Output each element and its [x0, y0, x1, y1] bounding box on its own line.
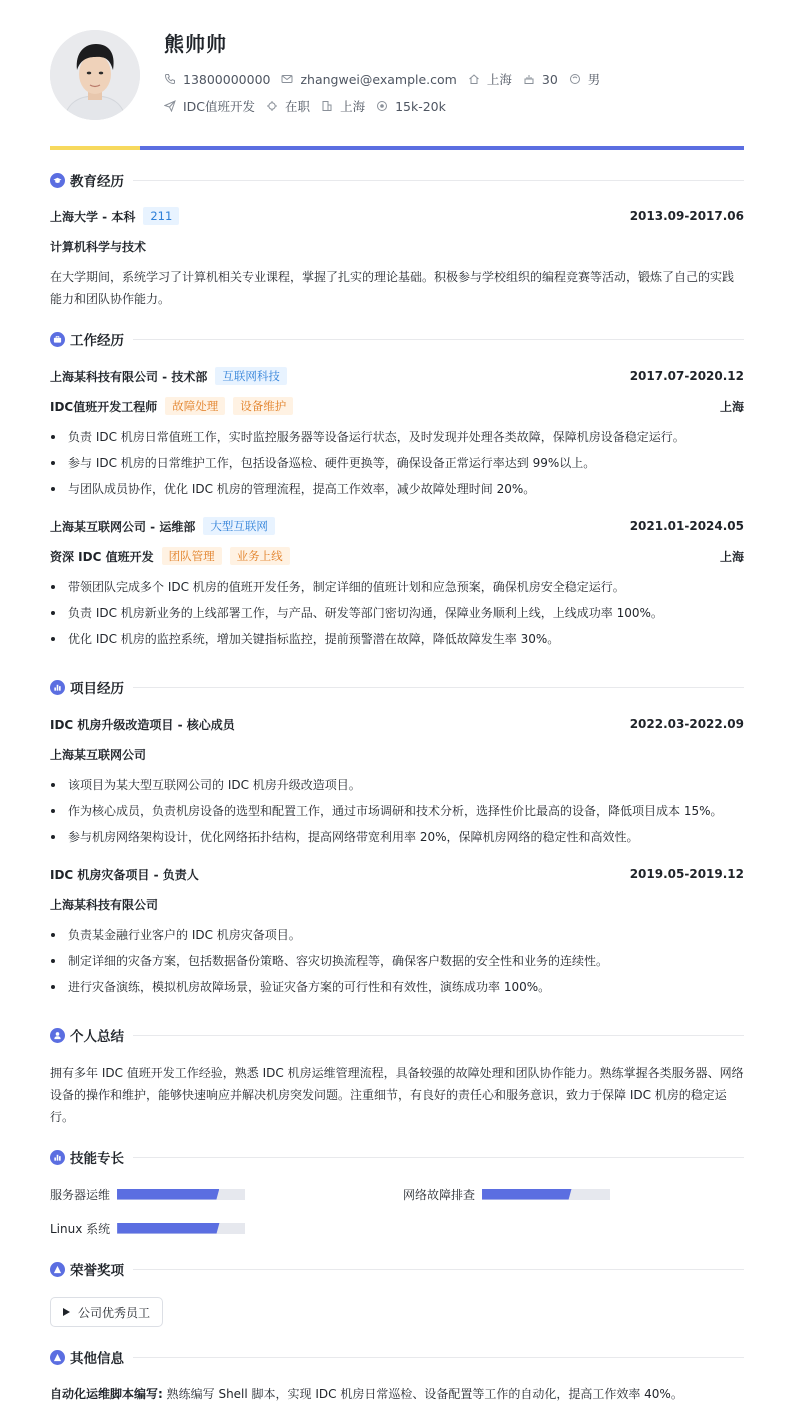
email-text: zhangwei@example.com — [300, 71, 457, 87]
skill-item — [50, 1220, 245, 1236]
user-icon — [50, 1028, 65, 1043]
list-item: 进行灾备演练，模拟机房故障场景，验证灾备方案的可行性和有效性，演练成功率 100%。 — [50, 978, 744, 996]
project-title: IDC 机房升级改造项目 - 核心成员 — [50, 717, 235, 732]
list-item: 参与 IDC 机房的日常维护工作，包括设备巡检、硬件更换等，确保设备正常运行率达到 99%以上。 — [50, 454, 744, 472]
work-location: 上海 — [719, 399, 744, 414]
target-city-text: 上海 — [340, 99, 366, 114]
send-icon — [164, 100, 176, 112]
skill-item — [403, 1186, 610, 1202]
project-1-header — [50, 714, 744, 734]
list-item: 参与机房网络架构设计，优化网络拓扑结构，提高网络带宽利用率 20%，保障机房网络的稳定性和高效性。 — [50, 828, 744, 846]
skill-name: 网络故障排查 — [403, 1187, 476, 1202]
work-period: 2017.07-2020.12 — [629, 369, 744, 383]
list-item: 与团队成员协作，优化 IDC 机房的管理流程，提高工作效率，减少故障处理时间 20%。 — [50, 480, 744, 498]
mail-icon — [281, 73, 293, 85]
other-info — [50, 1385, 683, 1402]
list-item: 该项目为某大型互联网公司的 IDC 机房升级改造项目。 — [50, 776, 744, 794]
target-city-info — [321, 97, 365, 115]
project-company: 上海某互联网公司 — [50, 747, 147, 762]
work-2-role — [50, 546, 744, 566]
section-title: 个人总结 — [70, 1029, 124, 1045]
section-title: 项目经历 — [70, 681, 124, 697]
skill-level-bar — [117, 1223, 245, 1234]
city-text: 上海 — [486, 72, 512, 87]
section-project — [50, 677, 744, 697]
list-item: 优化 IDC 机房的监控系统，增加关键指标监控，提前预警潜在故障，降低故障发生率 30%。 — [50, 630, 744, 648]
work-1-role — [50, 396, 744, 416]
education-period: 2013.09-2017.06 — [629, 209, 744, 223]
award-icon — [50, 1262, 65, 1277]
other-text: 熟练编写 Shell 脚本，实现 IDC 机房日常巡检、设备配置等工作的自动化，提高工作效率 40%。 — [166, 1387, 683, 1401]
skill-item — [50, 1186, 245, 1202]
project-2-header — [50, 864, 744, 884]
work-company-tag: 互联网科技 — [215, 367, 287, 385]
project-period: 2019.05-2019.12 — [629, 867, 744, 881]
age-text: 30 — [541, 71, 558, 87]
skill-level-bar — [117, 1189, 245, 1200]
project-2-company — [50, 894, 744, 914]
status-icon — [266, 100, 278, 112]
school-name: 上海大学 - 本科 — [50, 209, 136, 224]
skill-name: Linux 系统 — [50, 1221, 111, 1236]
section-summary — [50, 1025, 744, 1045]
work-company: 上海某互联网公司 - 运维部 — [50, 519, 196, 534]
job-info — [164, 97, 255, 115]
salary-info — [376, 99, 446, 114]
work-role: 资深 IDC 值班开发 — [50, 549, 154, 564]
building-icon — [321, 100, 333, 112]
status-text: 在职 — [285, 99, 311, 114]
phone-icon — [164, 73, 176, 85]
list-item: 负责某金融行业客户的 IDC 机房灾备项目。 — [50, 926, 744, 944]
section-skills — [50, 1147, 744, 1167]
work-skill-tag: 故障处理 — [165, 397, 225, 415]
skill-name: 服务器运维 — [50, 1187, 111, 1202]
list-item: 负责 IDC 机房日常值班工作，实时监控服务器等设备运行状态，及时发现并处理各类故障，保障机房设备稳定运行。 — [50, 428, 744, 446]
age-info — [523, 72, 558, 87]
section-other — [50, 1347, 744, 1367]
home-icon — [468, 73, 480, 85]
education-description: 在大学期间，系统学习了计算机相关专业课程，掌握了扎实的理论基础。积极参与学校组织的编程竞赛等活动，锻炼了自己的实践能力和团队协作能力。 — [50, 270, 735, 306]
skill-level-bar — [482, 1189, 610, 1200]
summary-text: 拥有多年 IDC 值班开发工作经验，熟悉 IDC 机房运维管理流程，具备较强的故障处理和团队协作能力。熟练掌握各类服务器、网络设备的操作和维护，能够快速响应并解决机房突发问题。注重细节，有良好的责任心和服务意识，致力于保障 IDC 机房的稳定运行。 — [50, 1066, 744, 1124]
city-info — [468, 70, 512, 88]
list-item: 负责 IDC 机房新业务的上线部署工作，与产品、研发等部门密切沟通，保障业务顺利上线，上线成功率 100%。 — [50, 604, 744, 622]
candidate-name: 熊帅帅 — [164, 32, 227, 56]
chart-icon — [50, 680, 65, 695]
graduation-cap-icon — [50, 173, 65, 188]
list-item: 带领团队完成多个 IDC 机房的值班开发任务，制定详细的值班计划和应急预案，确保机房安全稳定运行。 — [50, 578, 744, 596]
section-title: 工作经历 — [70, 333, 124, 349]
work-skill-tag: 团队管理 — [162, 547, 222, 565]
section-education — [50, 170, 744, 190]
section-work — [50, 329, 744, 349]
section-title: 技能专长 — [70, 1151, 124, 1167]
section-title: 荣誉奖项 — [70, 1263, 124, 1279]
work-role: IDC值班开发工程师 — [50, 399, 158, 414]
work-location: 上海 — [719, 549, 744, 564]
project-company: 上海某科技有限公司 — [50, 897, 159, 912]
work-skill-tag: 设备维护 — [233, 397, 293, 415]
work-2-header — [50, 516, 744, 536]
list-item: 作为核心成员，负责机房设备的选型和配置工作，通过市场调研和技术分析，选择性价比最高的设备，降低项目成本 15%。 — [50, 802, 744, 820]
phone-text: 13800000000 — [183, 71, 271, 87]
cake-icon — [523, 73, 535, 85]
contact-row — [164, 70, 611, 88]
work-1-header — [50, 366, 744, 386]
gender-icon — [569, 73, 581, 85]
other-label: 自动化运维脚本编写: — [50, 1387, 163, 1401]
job-text: IDC值班开发 — [183, 99, 256, 114]
work-period: 2021.01-2024.05 — [629, 519, 744, 533]
chart-icon — [50, 1150, 65, 1165]
email-info — [281, 72, 456, 87]
briefcase-icon — [50, 332, 65, 347]
gender-info — [569, 70, 601, 88]
section-awards — [50, 1259, 744, 1279]
school-tag: 211 — [143, 207, 179, 225]
major-row — [50, 236, 744, 256]
work-company-tag: 大型互联网 — [203, 517, 275, 535]
list-item: 制定详细的灾备方案，包括数据备份策略、容灾切换流程等，确保客户数据的安全性和业务的连续性。 — [50, 952, 744, 970]
education-header — [50, 206, 744, 226]
salary-text: 15k-20k — [395, 98, 446, 114]
project-1-company — [50, 744, 744, 764]
award-label: 公司优秀员工 — [78, 1305, 151, 1320]
coin-icon — [376, 100, 388, 112]
gender-text: 男 — [587, 72, 601, 87]
play-icon — [63, 1308, 70, 1316]
work-company: 上海某科技有限公司 - 技术部 — [50, 369, 208, 384]
section-title: 教育经历 — [70, 174, 124, 190]
section-title: 其他信息 — [70, 1351, 124, 1367]
avatar-portrait-icon — [50, 30, 140, 120]
status-info — [266, 97, 310, 115]
major: 计算机科学与技术 — [50, 239, 147, 254]
job-row — [164, 97, 457, 115]
project-period: 2022.03-2022.09 — [629, 717, 744, 731]
project-title: IDC 机房灾备项目 - 负责人 — [50, 867, 199, 882]
award-item[interactable] — [50, 1297, 163, 1327]
avatar — [50, 30, 140, 120]
header-divider — [50, 146, 744, 150]
phone-info — [164, 72, 270, 87]
work-skill-tag: 业务上线 — [230, 547, 290, 565]
award-icon — [50, 1350, 65, 1365]
